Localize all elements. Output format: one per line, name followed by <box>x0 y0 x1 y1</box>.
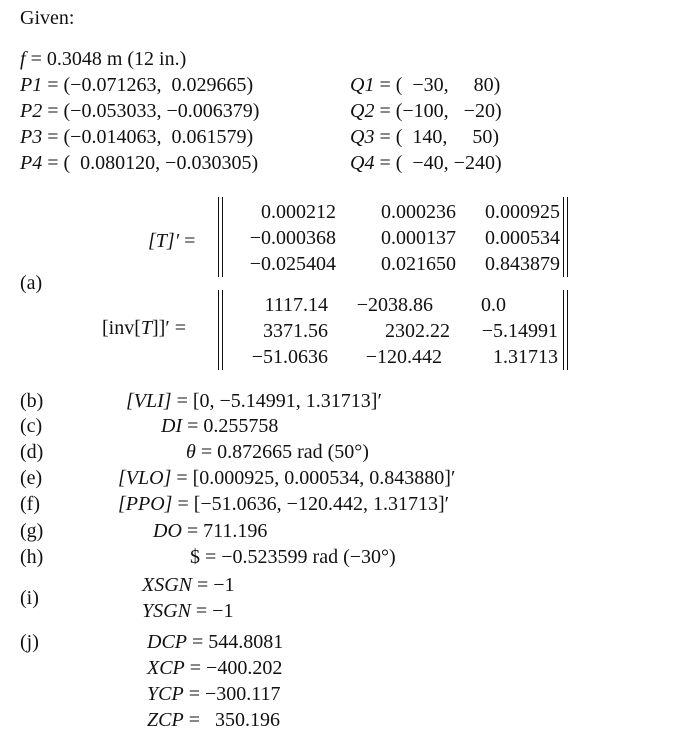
p-label: P1 <box>20 74 43 96</box>
sgn-rhs: = −1 <box>192 574 235 596</box>
sgn-rhs: = −1 <box>190 600 234 622</box>
result-equation <box>186 440 369 464</box>
given-label: Given: <box>20 7 75 29</box>
q-label: Q1 <box>350 74 375 96</box>
result-tag: (c) <box>20 415 43 437</box>
result-rhs: = 0.872665 rad (50°) <box>195 441 369 463</box>
matrix-inv-right-bar <box>567 290 568 370</box>
q-value: = (−100, −20) <box>374 100 502 122</box>
result-equation <box>153 519 267 543</box>
result-rhs: = [0.000925, 0.000534, 0.843880]′ <box>171 467 456 489</box>
matrix-t-cell: 0.000925 <box>485 201 560 223</box>
q-label: Q2 <box>350 100 375 122</box>
result-lhs: $ <box>190 546 200 568</box>
cp-lhs: YCP <box>147 683 184 705</box>
matrix-inv-right-bar <box>563 290 564 370</box>
q-point <box>350 99 502 123</box>
result-lhs: [PPO] <box>118 493 173 515</box>
result-equation <box>190 545 396 569</box>
matrix-inv-left-bar <box>218 290 219 370</box>
q-label: Q4 <box>350 152 375 174</box>
result-lhs: DI <box>161 415 183 437</box>
matrix-t-cell: 0.021650 <box>381 253 456 275</box>
q-value: = ( −40, −240) <box>374 152 502 174</box>
matrix-t-left-bar <box>218 197 219 277</box>
sgn-lhs: YSGN <box>142 600 191 622</box>
q-label: Q3 <box>350 126 375 148</box>
p-point <box>20 151 258 175</box>
cp-rhs: = −300.117 <box>183 683 281 705</box>
focal-symbol: f <box>20 48 26 70</box>
result-rhs: = −0.523599 rad (−30°) <box>200 546 396 568</box>
matrix-t-cell: −0.000368 <box>249 227 336 249</box>
q-point <box>350 125 499 149</box>
p-label: P3 <box>20 126 43 148</box>
result-lhs: [VLI] <box>126 390 172 412</box>
p-value: = ( 0.080120, −0.030305) <box>42 152 259 174</box>
p-point <box>20 73 253 97</box>
p-label: P4 <box>20 152 43 174</box>
result-rhs: = [−51.0636, −120.442, 1.31713]′ <box>172 493 449 515</box>
label-a: (a) <box>20 272 43 294</box>
matrix-t-label: [T]′ = <box>148 230 196 252</box>
sgn-equation <box>142 599 233 623</box>
matrix-inv-cell: 1117.14 <box>264 294 328 316</box>
matrix-inv-cell: −2038.86 <box>356 294 433 316</box>
matrix-inv-label: [inv[T]]′ = <box>102 317 186 339</box>
q-point <box>350 73 500 97</box>
result-tag: (f) <box>20 493 40 515</box>
q-point <box>350 151 502 175</box>
p-label: P2 <box>20 100 43 122</box>
result-lhs: θ <box>186 441 196 463</box>
matrix-inv-cell: −120.442 <box>365 346 442 368</box>
matrix-inv-cell: −5.14991 <box>481 320 558 342</box>
cp-rhs: = 350.196 <box>183 709 280 731</box>
p-value: = (−0.053033, −0.006379) <box>42 100 260 122</box>
result-tag: (b) <box>20 390 44 412</box>
result-tag: (h) <box>20 546 44 568</box>
cp-rhs: = −400.202 <box>184 657 283 679</box>
matrix-inv-cell: −51.0636 <box>251 346 328 368</box>
result-equation <box>118 466 455 490</box>
result-lhs: DO <box>153 520 182 542</box>
matrix-t-cell: 0.000212 <box>261 201 336 223</box>
q-value: = ( −30, 80) <box>374 74 501 96</box>
cp-lhs: XCP <box>147 657 185 679</box>
matrix-t-right-bar <box>567 197 568 277</box>
p-value: = (−0.014063, 0.061579) <box>42 126 254 148</box>
cp-equation <box>147 630 283 654</box>
matrix-t-cell: −0.025404 <box>249 253 336 275</box>
p-point <box>20 99 259 123</box>
matrix-inv-cell: 0.0 <box>481 294 506 316</box>
result-equation <box>126 389 382 413</box>
result-rhs: = [0, −5.14991, 1.31713]′ <box>171 390 382 412</box>
focal-length-line <box>20 47 186 71</box>
result-lhs: [VLO] <box>118 467 172 489</box>
result-rhs: = 711.196 <box>181 520 268 542</box>
matrix-t-cell: 0.000236 <box>381 201 456 223</box>
matrix-t-cell: 0.000137 <box>381 227 456 249</box>
matrix-inv-left-bar <box>222 290 223 370</box>
sgn-lhs: XSGN <box>142 574 192 596</box>
result-equation <box>118 492 449 516</box>
result-tag: (g) <box>20 520 44 542</box>
q-value: = ( 140, 50) <box>374 126 500 148</box>
result-rhs: = 0.255758 <box>182 415 279 437</box>
label-j: (j) <box>20 631 39 653</box>
p-value: = (−0.071263, 0.029665) <box>42 74 254 96</box>
matrix-t-cell: 0.000534 <box>485 227 560 249</box>
p-point <box>20 125 253 149</box>
matrix-t-cell: 0.843879 <box>485 253 560 275</box>
cp-rhs: = 544.8081 <box>187 631 284 653</box>
matrix-inv-cell: 2302.22 <box>385 320 450 342</box>
sgn-equation <box>142 573 235 597</box>
result-tag: (e) <box>20 467 43 489</box>
matrix-t-left-bar <box>222 197 223 277</box>
result-tag: (d) <box>20 441 44 463</box>
matrix-t-right-bar <box>563 197 564 277</box>
result-equation <box>161 414 278 438</box>
focal-value: = 0.3048 m (12 in.) <box>25 48 187 70</box>
matrix-inv-cell: 3371.56 <box>263 320 328 342</box>
matrix-inv-cell: 1.31713 <box>493 346 558 368</box>
cp-equation <box>147 656 282 680</box>
cp-equation <box>147 708 280 732</box>
cp-lhs: ZCP <box>147 709 184 731</box>
label-i: (i) <box>20 587 39 609</box>
cp-lhs: DCP <box>147 631 187 653</box>
cp-equation <box>147 682 281 706</box>
